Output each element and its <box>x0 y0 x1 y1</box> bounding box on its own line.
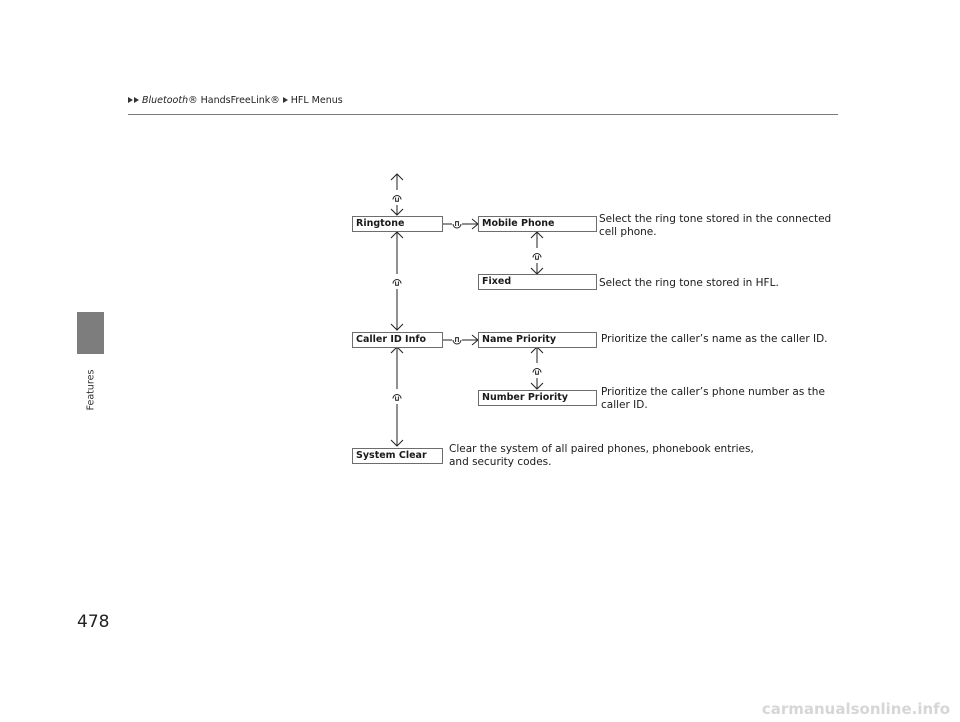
selector-knob-press-icon <box>453 222 461 228</box>
breadcrumb-handsfreelink: ® HandsFreeLink® <box>188 95 280 106</box>
selector-knob-press-icon <box>453 338 461 344</box>
breadcrumb-hfl-menus: HFL Menus <box>290 95 343 106</box>
breadcrumb-bluetooth: Bluetooth <box>142 95 189 106</box>
menu-item-caller-id-info: Caller ID Info <box>352 332 443 348</box>
system-clear-description: Clear the system of all paired phones, phonebook entries, and security codes. <box>449 443 754 468</box>
selector-knob-rotate-icon <box>393 280 401 286</box>
selector-knob-rotate-icon <box>393 196 401 202</box>
fixed-description: Select the ring tone stored in HFL. <box>599 277 779 289</box>
menu-item-ringtone: Ringtone <box>352 216 443 232</box>
menu-item-system-clear: System Clear <box>352 448 443 464</box>
menu-item-name-priority: Name Priority <box>478 332 597 348</box>
section-tab-label: Features <box>85 369 97 411</box>
page-number: 478 <box>77 612 110 632</box>
mobile-phone-description: Select the ring tone stored in the connected cell phone. <box>599 213 832 238</box>
menu-item-fixed: Fixed <box>478 274 597 290</box>
name-priority-description: Prioritize the caller’s name as the caller ID. <box>601 333 828 345</box>
watermark: carmanualsonline.info <box>761 700 950 718</box>
selector-knob-rotate-icon <box>533 254 541 260</box>
selector-knob-rotate-icon <box>393 395 401 401</box>
number-priority-description: Prioritize the caller’s phone number as the caller ID. <box>601 386 825 411</box>
menu-item-mobile-phone: Mobile Phone <box>478 216 597 232</box>
selector-knob-rotate-icon <box>533 369 541 375</box>
menu-item-number-priority: Number Priority <box>478 390 597 406</box>
